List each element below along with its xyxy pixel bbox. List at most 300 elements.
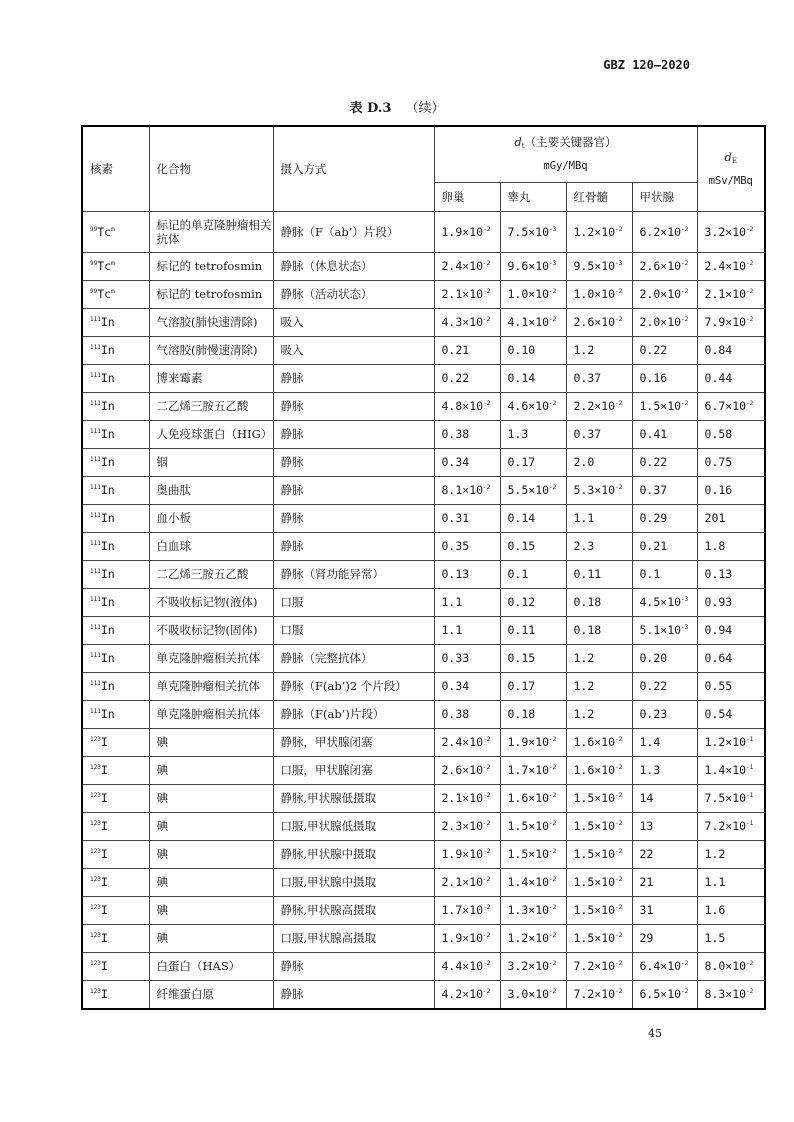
value-exponent: -2	[681, 260, 689, 267]
value-mantissa: 0.75	[704, 455, 733, 469]
organ-dose-cell	[434, 980, 500, 1009]
organ-dose-cell	[500, 728, 566, 756]
value-mantissa: 1.3	[639, 763, 661, 777]
organ-dose-cell	[434, 728, 500, 756]
value-mantissa: 0.34	[441, 679, 470, 693]
table-title-note: （续）	[405, 101, 445, 116]
compound-cell: 碘	[149, 896, 273, 924]
compound-cell: 碘	[149, 784, 273, 812]
header-compound: 化合物	[149, 126, 273, 211]
value-mantissa: 4.3×10	[441, 315, 484, 329]
organ-dose-cell	[500, 756, 566, 784]
intake-cell: 静脉,甲状腺高摄取	[273, 896, 434, 924]
value-mantissa: 3.0×10	[507, 987, 550, 1001]
compound-cell: 气溶胶(肺慢速清除)	[149, 336, 273, 364]
value-mantissa: 0.37	[573, 371, 602, 385]
value-mantissa: 0.44	[704, 371, 733, 385]
nuclide-cell	[82, 420, 149, 448]
table-row	[82, 364, 765, 392]
value-exponent: -2	[549, 820, 557, 827]
effective-dose-cell	[697, 784, 765, 812]
value-mantissa: 1.4	[639, 735, 661, 749]
table-row	[82, 392, 765, 420]
organ-dose-cell	[500, 280, 566, 308]
mass-number: 111	[90, 316, 101, 323]
organ-dose-cell	[632, 364, 697, 392]
value-exponent: -2	[549, 932, 557, 939]
intake-cell: 静脉	[273, 476, 434, 504]
value-mantissa: 5.3×10	[573, 483, 616, 497]
value-exponent: -2	[549, 400, 557, 407]
value-mantissa: 0.37	[639, 483, 668, 497]
value-mantissa: 0.84	[704, 343, 733, 357]
value-mantissa: 1.6×10	[573, 735, 616, 749]
compound-cell: 不吸收标记物(液体)	[149, 588, 273, 616]
value-exponent: -2	[681, 400, 689, 407]
compound-cell: 单克隆肿瘤相关抗体	[149, 700, 273, 728]
organ-dose-cell	[434, 644, 500, 672]
value-mantissa: 4.5×10	[639, 595, 682, 609]
organ-dose-cell	[434, 868, 500, 896]
mass-number: 123	[90, 904, 101, 911]
header-nuclide: 核素	[82, 126, 149, 211]
element-symbol: I	[100, 763, 108, 777]
value-mantissa: 8.0×10	[704, 959, 747, 973]
organ-dose-cell	[434, 448, 500, 476]
organ-dose-cell	[500, 420, 566, 448]
value-exponent: -2	[615, 484, 623, 491]
value-exponent: -2	[615, 960, 623, 967]
value-mantissa: 21	[639, 875, 654, 889]
effective-dose-cell	[697, 392, 765, 420]
effective-dose-cell	[697, 532, 765, 560]
value-mantissa: 1.5×10	[573, 931, 616, 945]
organ-dose-cell	[632, 756, 697, 784]
value-exponent: -3	[615, 260, 623, 267]
effective-dose-cell	[697, 504, 765, 532]
value-mantissa: 4.8×10	[441, 399, 484, 413]
effective-dose-cell	[697, 728, 765, 756]
value-mantissa: 0.64	[704, 651, 733, 665]
nuclide-cell	[82, 840, 149, 868]
intake-cell: 静脉（F(ab’)片段）	[273, 700, 434, 728]
value-mantissa: 1.7×10	[507, 763, 550, 777]
value-mantissa: 0.29	[639, 511, 668, 525]
organ-dose-cell	[566, 616, 632, 644]
organ-dose-cell	[632, 420, 697, 448]
standard-code: GBZ 120—2020	[603, 58, 690, 72]
intake-cell: 静脉	[273, 420, 434, 448]
table-title	[0, 97, 794, 116]
intake-cell: 静脉（完整抗体）	[273, 644, 434, 672]
element-symbol: In	[100, 595, 115, 609]
organ-dose-cell	[434, 532, 500, 560]
element-symbol: Tc	[97, 287, 112, 301]
value-mantissa: 14	[639, 791, 654, 805]
value-exponent: -2	[549, 792, 557, 799]
effective-dose-cell	[697, 211, 765, 252]
element-symbol: In	[100, 511, 115, 525]
organ-dose-cell	[500, 924, 566, 952]
effective-dose-cell	[697, 700, 765, 728]
organ-dose-cell	[566, 644, 632, 672]
table-row	[82, 476, 765, 504]
value-exponent: -2	[746, 316, 754, 323]
value-mantissa: 1.0×10	[573, 287, 616, 301]
organ-dose-cell	[566, 868, 632, 896]
nuclide-cell	[82, 560, 149, 588]
mass-number: 111	[90, 540, 101, 547]
effective-dose-cell	[697, 560, 765, 588]
intake-cell: 静脉（F（ab’）片段）	[273, 211, 434, 252]
organ-dose-cell	[632, 616, 697, 644]
value-exponent: -1	[746, 736, 754, 743]
organ-dose-cell	[566, 364, 632, 392]
effective-dose-cell	[697, 952, 765, 980]
organ-dose-cell	[632, 700, 697, 728]
intake-cell: 静脉	[273, 504, 434, 532]
header-organ: 卵巢	[434, 182, 500, 211]
value-mantissa: 7.9×10	[704, 315, 747, 329]
intake-cell: 口服,甲状腺低摄取	[273, 812, 434, 840]
mass-number: 123	[90, 820, 101, 827]
value-exponent: -2	[483, 820, 491, 827]
value-exponent: -2	[681, 988, 689, 995]
value-mantissa: 31	[639, 903, 654, 917]
organ-dose-cell	[500, 896, 566, 924]
value-mantissa: 2.3	[573, 539, 595, 553]
organ-dose-cell	[566, 980, 632, 1009]
organ-dose-cell	[632, 308, 697, 336]
organ-dose-cell	[434, 616, 500, 644]
intake-cell: 静脉	[273, 448, 434, 476]
organ-dose-cell	[434, 840, 500, 868]
organ-dose-symbol: d	[514, 135, 522, 150]
organ-dose-cell	[500, 672, 566, 700]
element-symbol: In	[100, 483, 115, 497]
organ-dose-cell	[434, 336, 500, 364]
intake-cell: 口服	[273, 616, 434, 644]
compound-cell: 白蛋白（HAS）	[149, 952, 273, 980]
effective-dose-cell	[697, 364, 765, 392]
nuclide-cell	[82, 700, 149, 728]
header-organ: 睾丸	[500, 182, 566, 211]
organ-dose-cell	[434, 364, 500, 392]
header-organ: 甲状腺	[632, 182, 697, 211]
table-row	[82, 504, 765, 532]
organ-dose-cell	[500, 504, 566, 532]
value-mantissa: 2.1×10	[704, 287, 747, 301]
intake-cell: 静脉,甲状腺中摄取	[273, 840, 434, 868]
organ-dose-cell	[500, 952, 566, 980]
value-mantissa: 0.15	[507, 651, 536, 665]
organ-dose-cell	[632, 476, 697, 504]
table-row	[82, 532, 765, 560]
value-mantissa: 0.54	[704, 707, 733, 721]
value-mantissa: 0.16	[704, 483, 733, 497]
value-exponent: -2	[615, 764, 623, 771]
effective-dose-cell	[697, 868, 765, 896]
element-symbol: I	[100, 987, 108, 1001]
value-mantissa: 1.8	[704, 539, 726, 553]
value-mantissa: 1.5×10	[507, 847, 550, 861]
value-exponent: -2	[615, 736, 623, 743]
nuclide-cell	[82, 924, 149, 952]
value-mantissa: 1.2×10	[573, 224, 616, 239]
organ-dose-cell	[434, 308, 500, 336]
value-mantissa: 0.38	[441, 427, 470, 441]
value-exponent: -2	[681, 225, 689, 233]
effective-dose-subscript: E	[731, 156, 738, 165]
value-exponent: -2	[549, 736, 557, 743]
organ-dose-unit: mGy/MBq	[543, 160, 588, 173]
value-mantissa: 2.1×10	[441, 791, 484, 805]
effective-dose-cell	[697, 308, 765, 336]
value-mantissa: 7.5×10	[704, 791, 747, 805]
compound-cell: 白血球	[149, 532, 273, 560]
header-intake: 摄入方式	[273, 126, 434, 211]
table-row	[82, 812, 765, 840]
nuclide-cell	[82, 504, 149, 532]
value-mantissa: 1.1	[573, 511, 595, 525]
mass-number: 123	[90, 960, 101, 967]
nuclide-cell	[82, 896, 149, 924]
value-exponent: -2	[681, 288, 689, 295]
organ-dose-cell	[434, 476, 500, 504]
value-mantissa: 1.2×10	[704, 735, 747, 749]
value-mantissa: 1.9×10	[507, 735, 550, 749]
effective-dose-cell	[697, 280, 765, 308]
compound-cell: 碘	[149, 812, 273, 840]
organ-dose-cell	[632, 868, 697, 896]
value-mantissa: 0.18	[507, 707, 536, 721]
organ-dose-cell	[500, 336, 566, 364]
organ-dose-cell	[566, 728, 632, 756]
value-mantissa: 0.1	[639, 567, 661, 581]
value-mantissa: 2.4×10	[441, 735, 484, 749]
nuclide-cell	[82, 280, 149, 308]
value-mantissa: 1.5×10	[573, 819, 616, 833]
value-mantissa: 13	[639, 819, 654, 833]
value-mantissa: 1.5×10	[639, 399, 682, 413]
table-row	[82, 784, 765, 812]
mass-number: 111	[90, 512, 101, 519]
compound-cell: 气溶胶(肺快速清除)	[149, 308, 273, 336]
value-mantissa: 0.21	[441, 343, 470, 357]
mass-number: 123	[90, 792, 101, 799]
organ-dose-cell	[566, 308, 632, 336]
table-title-label: 表 D.3	[349, 101, 392, 116]
value-mantissa: 0.11	[507, 623, 536, 637]
value-mantissa: 22	[639, 847, 654, 861]
intake-cell: 静脉	[273, 980, 434, 1009]
value-mantissa: 0.13	[704, 567, 733, 581]
organ-dose-cell	[632, 280, 697, 308]
organ-dose-cell	[632, 952, 697, 980]
organ-dose-cell	[500, 812, 566, 840]
element-symbol: I	[100, 931, 108, 945]
value-mantissa: 4.1×10	[507, 315, 550, 329]
element-symbol: In	[100, 539, 115, 553]
value-mantissa: 2.0×10	[639, 287, 682, 301]
nuclide-cell	[82, 588, 149, 616]
organ-dose-cell	[434, 812, 500, 840]
organ-dose-cell	[566, 504, 632, 532]
value-mantissa: 0.1	[507, 567, 529, 581]
organ-dose-cell	[566, 392, 632, 420]
compound-cell: 标记的 tetrofosmin	[149, 252, 273, 280]
value-exponent: -3	[681, 624, 689, 631]
value-mantissa: 3.2×10	[507, 959, 550, 973]
element-symbol: I	[100, 847, 108, 861]
value-mantissa: 2.0	[573, 455, 595, 469]
nuclide-cell	[82, 616, 149, 644]
value-mantissa: 0.58	[704, 427, 733, 441]
nuclide-cell	[82, 252, 149, 280]
value-mantissa: 6.4×10	[639, 959, 682, 973]
organ-dose-subscript: t	[521, 142, 525, 151]
value-mantissa: 0.22	[639, 343, 668, 357]
element-symbol: In	[100, 679, 115, 693]
intake-cell: 静脉	[273, 392, 434, 420]
value-exponent: -2	[615, 225, 623, 233]
value-mantissa: 0.38	[441, 707, 470, 721]
value-exponent: -2	[746, 288, 754, 295]
organ-dose-cell	[434, 392, 500, 420]
organ-dose-cell	[566, 448, 632, 476]
effective-dose-symbol: d	[724, 149, 732, 164]
organ-dose-cell	[566, 672, 632, 700]
organ-dose-cell	[434, 560, 500, 588]
value-exponent: -2	[483, 932, 491, 939]
effective-dose-cell	[697, 336, 765, 364]
element-symbol: In	[100, 371, 115, 385]
value-mantissa: 2.0×10	[639, 315, 682, 329]
organ-dose-cell	[434, 896, 500, 924]
intake-cell: 静脉	[273, 952, 434, 980]
compound-cell: 铟	[149, 448, 273, 476]
value-exponent: -2	[681, 960, 689, 967]
value-mantissa: 6.7×10	[704, 399, 747, 413]
value-mantissa: 0.13	[441, 567, 470, 581]
value-exponent: -2	[549, 288, 557, 295]
header-effective-dose	[697, 126, 765, 211]
value-mantissa: 1.5×10	[573, 875, 616, 889]
value-mantissa: 0.17	[507, 455, 536, 469]
intake-cell: 静脉（休息状态）	[273, 252, 434, 280]
effective-dose-cell	[697, 896, 765, 924]
value-mantissa: 9.6×10	[507, 259, 550, 273]
value-mantissa: 8.3×10	[704, 987, 747, 1001]
value-mantissa: 7.2×10	[704, 819, 747, 833]
value-exponent: -2	[746, 988, 754, 995]
nuclide-cell	[82, 784, 149, 812]
table-row	[82, 280, 765, 308]
table-row	[82, 840, 765, 868]
nuclide-cell	[82, 868, 149, 896]
organ-dose-cell	[434, 420, 500, 448]
organ-dose-cell	[566, 336, 632, 364]
value-exponent: -2	[615, 400, 623, 407]
value-mantissa: 2.6×10	[441, 763, 484, 777]
value-exponent: -2	[746, 400, 754, 407]
organ-dose-cell	[632, 644, 697, 672]
table-row	[82, 308, 765, 336]
organ-dose-cell	[434, 211, 500, 252]
organ-dose-cell	[566, 211, 632, 252]
organ-dose-cell	[632, 672, 697, 700]
element-symbol: In	[100, 651, 115, 665]
value-mantissa: 0.35	[441, 539, 470, 553]
effective-dose-cell	[697, 924, 765, 952]
metastable-mark: m	[111, 225, 115, 233]
nuclide-cell	[82, 211, 149, 252]
intake-cell: 静脉	[273, 532, 434, 560]
value-mantissa: 1.2	[573, 343, 595, 357]
organ-dose-cell	[566, 756, 632, 784]
element-symbol: I	[100, 735, 108, 749]
mass-number: 111	[90, 624, 101, 631]
element-symbol: Tc	[97, 224, 112, 239]
metastable-mark: m	[111, 288, 115, 295]
value-exponent: -2	[615, 316, 623, 323]
organ-dose-cell	[632, 924, 697, 952]
value-exponent: -2	[681, 316, 689, 323]
value-exponent: -1	[746, 820, 754, 827]
value-exponent: -2	[483, 960, 491, 967]
value-mantissa: 2.4×10	[704, 259, 747, 273]
value-mantissa: 1.1	[441, 595, 463, 609]
mass-number: 99	[90, 225, 98, 233]
value-mantissa: 1.0×10	[507, 287, 550, 301]
organ-dose-cell	[500, 980, 566, 1009]
value-exponent: -2	[483, 736, 491, 743]
nuclide-cell	[82, 952, 149, 980]
value-mantissa: 0.31	[441, 511, 470, 525]
organ-dose-cell	[566, 588, 632, 616]
value-exponent: -2	[483, 316, 491, 323]
value-exponent: -1	[746, 792, 754, 799]
table-row	[82, 672, 765, 700]
table-row	[82, 560, 765, 588]
value-exponent: -2	[483, 260, 491, 267]
value-mantissa: 0.11	[573, 567, 602, 581]
element-symbol: In	[100, 567, 115, 581]
compound-cell: 碘	[149, 868, 273, 896]
compound-cell: 碘	[149, 924, 273, 952]
table-row	[82, 644, 765, 672]
organ-dose-cell	[500, 476, 566, 504]
value-mantissa: 0.34	[441, 455, 470, 469]
organ-dose-cell	[566, 840, 632, 868]
effective-dose-cell	[697, 644, 765, 672]
value-mantissa: 1.6×10	[507, 791, 550, 805]
value-mantissa: 1.2	[573, 707, 595, 721]
compound-cell: 碘	[149, 728, 273, 756]
element-symbol: Tc	[97, 259, 112, 273]
value-mantissa: 1.2×10	[507, 931, 550, 945]
intake-cell: 静脉（F(ab’)2 个片段）	[273, 672, 434, 700]
value-exponent: -2	[483, 484, 491, 491]
nuclide-cell	[82, 448, 149, 476]
value-exponent: -2	[746, 260, 754, 267]
nuclide-cell	[82, 308, 149, 336]
organ-dose-label: （主要关键器官）	[524, 135, 617, 150]
element-symbol: I	[100, 875, 108, 889]
value-mantissa: 6.5×10	[639, 987, 682, 1001]
nuclide-cell	[82, 392, 149, 420]
compound-cell: 二乙烯三胺五乙酸	[149, 560, 273, 588]
